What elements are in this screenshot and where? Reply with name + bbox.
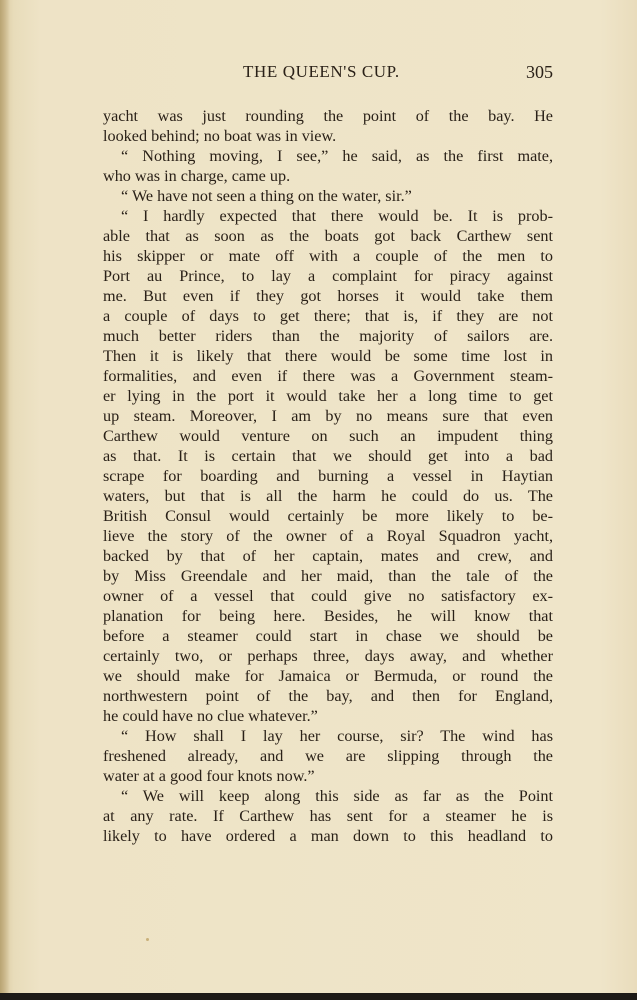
text-line: by Miss Greendale and her maid, than the tale of the bbox=[103, 567, 553, 585]
text-line: who was in charge, came up. bbox=[103, 167, 291, 185]
text-line: “ I hardly expected that there would be. It is prob- bbox=[121, 207, 553, 225]
page-header bbox=[103, 62, 553, 86]
text-line: planation for being here. Besides, he will know that bbox=[103, 607, 553, 625]
text-line: waters, but that is all the harm he could do us. The bbox=[103, 487, 553, 505]
text-line: a couple of days to get there; that is, if they are not bbox=[103, 307, 553, 325]
text-line: yacht was just rounding the point of the bay. He bbox=[103, 107, 553, 125]
text-line: “ We have not seen a thing on the water, sir.” bbox=[121, 187, 412, 205]
text-line: at any rate. If Carthew has sent for a steamer he is bbox=[103, 807, 553, 825]
text-line: northwestern point of the bay, and then for England, bbox=[103, 687, 553, 705]
text-line: much better riders than the majority of sailors are. bbox=[103, 327, 553, 345]
text-line: Carthew would venture on such an impudent thing bbox=[103, 427, 553, 445]
paper-speck bbox=[146, 938, 149, 941]
body-text bbox=[103, 106, 553, 846]
text-line: backed by that of her captain, mates and crew, and bbox=[103, 547, 553, 565]
text-line: looked behind; no boat was in view. bbox=[103, 127, 337, 145]
text-line: lieve the story of the owner of a Royal Squadron yacht, bbox=[103, 527, 553, 545]
text-line: scrape for boarding and burning a vessel in Haytian bbox=[103, 467, 553, 485]
text-line: me. But even if they got horses it would take them bbox=[103, 287, 553, 305]
text-line: British Consul would certainly be more likely to be- bbox=[103, 507, 553, 525]
text-line: we should make for Jamaica or Bermuda, or round the bbox=[103, 667, 553, 685]
text-line: up steam. Moreover, I am by no means sure that even bbox=[103, 407, 553, 425]
text-line: he could have no clue whatever.” bbox=[103, 707, 318, 725]
text-line: water at a good four knots now.” bbox=[103, 767, 315, 785]
text-line: “ We will keep along this side as far as the Point bbox=[121, 787, 553, 805]
text-line: able that as soon as the boats got back Carthew sent bbox=[103, 227, 553, 245]
text-line: before a steamer could start in chase we should be bbox=[103, 627, 553, 645]
text-line: Then it is likely that there would be some time lost in bbox=[103, 347, 553, 365]
text-line: formalities, and even if there was a Government steam- bbox=[103, 367, 553, 385]
text-line: er lying in the port it would take her a long time to get bbox=[103, 387, 553, 405]
text-line: “ Nothing moving, I see,” he said, as the first mate, bbox=[121, 147, 553, 165]
text-line: likely to have ordered a man down to this headland to bbox=[103, 827, 553, 845]
scan-edge bbox=[0, 993, 637, 1000]
text-line: owner of a vessel that could give no satisfactory ex- bbox=[103, 587, 553, 605]
text-line: freshened already, and we are slipping through the bbox=[103, 747, 553, 765]
page-number: 305 bbox=[526, 62, 553, 82]
text-line: as that. It is certain that we should get into a bad bbox=[103, 447, 553, 465]
text-line: “ How shall I lay her course, sir? The wind has bbox=[121, 727, 553, 745]
text-line: Port au Prince, to lay a complaint for piracy against bbox=[103, 267, 553, 285]
text-line: his skipper or mate off with a couple of the men to bbox=[103, 247, 553, 265]
text-line: certainly two, or perhaps three, days away, and whether bbox=[103, 647, 553, 665]
gutter-shadow bbox=[0, 0, 10, 1000]
running-title: THE QUEEN'S CUP. bbox=[243, 62, 400, 81]
